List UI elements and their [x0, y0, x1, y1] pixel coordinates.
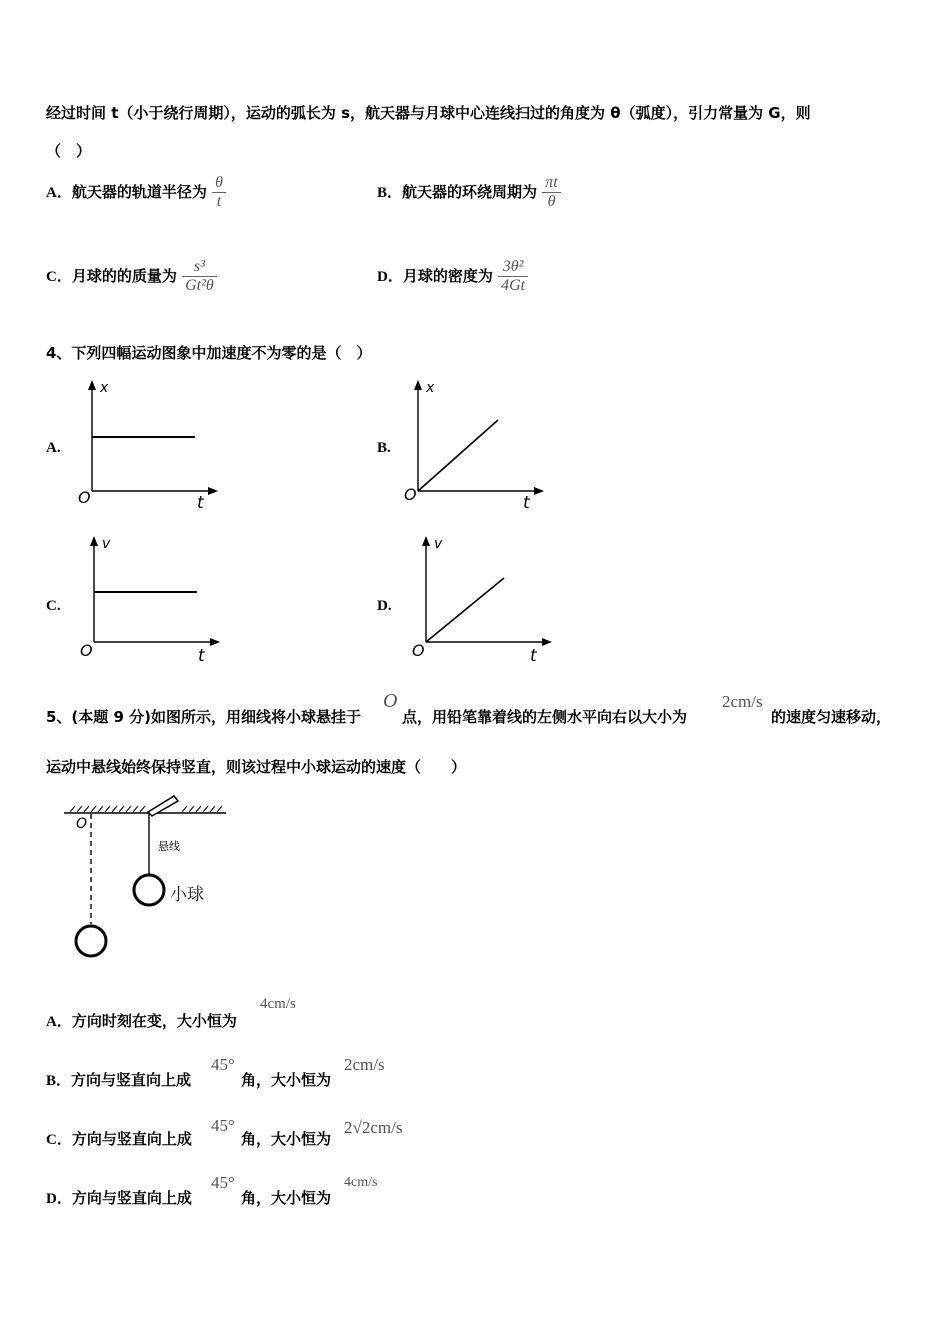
q5-option-c-angle: 45°	[211, 1116, 235, 1135]
option-text: 方向与竖直向上成	[71, 1130, 192, 1148]
x-axis-label: t	[198, 646, 205, 666]
origin-label: O	[412, 641, 425, 660]
fraction: $\frac{\text{3θ²}}{4Gt}$	[498, 258, 528, 295]
q3-option-b[interactable]	[377, 174, 561, 211]
x-axis-label: t	[523, 493, 530, 511]
ball-initial	[76, 926, 106, 956]
option-text: 航天器的环绕周期为	[402, 183, 538, 201]
y-axis-label: v	[434, 536, 443, 552]
option-text: 月球的的质量为	[71, 267, 177, 285]
x-arrow-icon	[542, 638, 552, 646]
fraction: $\frac{\pi t}{\theta}$	[542, 174, 560, 211]
option-label: B．	[377, 185, 403, 201]
option-label: B．	[46, 1073, 72, 1089]
x-arrow-icon	[208, 487, 218, 495]
graph-a-label[interactable]: A.	[46, 440, 61, 456]
q5-option-d[interactable]	[46, 1187, 192, 1208]
q5-stem-line2: 运动中悬线始终保持竖直，则该过程中小球运动的速度（ ）	[46, 758, 467, 776]
q3-option-c[interactable]	[46, 258, 217, 295]
origin-label: O	[80, 641, 93, 660]
option-text: 航天器的轨道半径为	[71, 183, 207, 201]
origin-label: O	[76, 816, 88, 832]
option-label: C．	[46, 269, 72, 285]
thread-label: 悬线	[158, 840, 180, 853]
q3-stem-line1: 经过时间 t（小于绕行周期），运动的弧长为 s，航天器与月球中心连线扫过的角度为 θ（弧度），引力常量为 G，则	[46, 104, 811, 122]
graph-d-label[interactable]: D.	[377, 598, 392, 614]
y-arrow-icon	[90, 536, 98, 546]
fraction: $\frac{\theta}{t}$	[212, 174, 226, 211]
q5-stem-part3: 的速度匀速移动，	[771, 708, 892, 726]
fraction: $\frac{\text{s³}}{\text{Gt²θ}}$	[182, 258, 217, 295]
q3-option-a[interactable]	[46, 174, 226, 211]
ceiling-hatching	[70, 806, 222, 812]
option-label: C．	[46, 1132, 72, 1148]
q5-option-d-mid: 角，大小恒为	[241, 1189, 332, 1207]
graph-line	[418, 420, 498, 491]
y-arrow-icon	[88, 380, 96, 390]
option-text: 方向与竖直向上成	[71, 1189, 192, 1207]
q5-stem-part1: 5、(本题 9 分)如图所示，用细线将小球悬挂于	[46, 708, 362, 726]
q5-speed: 2cm/s	[722, 692, 763, 711]
graph-d	[404, 532, 564, 667]
ball-label: 小球	[170, 885, 204, 905]
q4-stem: 4、下列四幅运动图象中加速度不为零的是（ ）	[46, 344, 372, 362]
q3-stem-line2: （ ）	[46, 142, 92, 160]
y-axis-label: x	[426, 380, 435, 396]
q5-option-a[interactable]	[46, 1010, 237, 1031]
q5-option-d-value: 4cm/s	[344, 1175, 378, 1190]
q5-option-b[interactable]	[46, 1069, 191, 1090]
option-label: D．	[377, 269, 403, 285]
x-arrow-icon	[534, 487, 544, 495]
y-axis-label: x	[100, 380, 109, 396]
x-arrow-icon	[210, 638, 220, 646]
q5-option-c[interactable]	[46, 1128, 192, 1149]
q5-option-b-value: 2cm/s	[344, 1055, 385, 1074]
q5-stem-part2: 点，用铅笔靠着线的左侧水平向右以大小为	[402, 708, 688, 726]
origin-label: O	[78, 488, 91, 507]
q5-option-d-angle: 45°	[211, 1173, 235, 1192]
graph-line	[426, 578, 504, 642]
x-axis-label: t	[197, 493, 204, 511]
x-axis-label: t	[530, 646, 537, 666]
q5-point-o: O	[383, 690, 398, 712]
option-text: 方向时刻在变，大小恒为	[71, 1012, 237, 1030]
option-label: D．	[46, 1191, 72, 1207]
option-text: 方向与竖直向上成	[71, 1071, 192, 1089]
q5-figure	[62, 792, 242, 967]
graph-c-label[interactable]: C.	[46, 598, 61, 614]
origin-label: O	[404, 485, 417, 504]
q5-option-a-value: 4cm/s	[260, 996, 296, 1012]
graph-c	[72, 532, 232, 667]
y-axis-label: v	[102, 536, 111, 552]
q5-option-c-mid: 角，大小恒为	[241, 1130, 332, 1148]
ball	[134, 875, 164, 905]
y-arrow-icon	[422, 536, 430, 546]
y-arrow-icon	[414, 380, 422, 390]
graph-b	[398, 376, 558, 511]
option-label: A．	[46, 1014, 72, 1030]
q5-option-c-value: 2√2cm/s	[344, 1118, 403, 1137]
option-text: 月球的密度为	[402, 267, 493, 285]
graph-b-label[interactable]: B.	[377, 440, 391, 456]
option-label: A．	[46, 185, 72, 201]
q3-option-d[interactable]	[377, 258, 528, 295]
q5-option-b-angle: 45°	[211, 1055, 235, 1074]
q5-option-b-mid: 角，大小恒为	[241, 1071, 332, 1089]
graph-a	[70, 376, 230, 511]
